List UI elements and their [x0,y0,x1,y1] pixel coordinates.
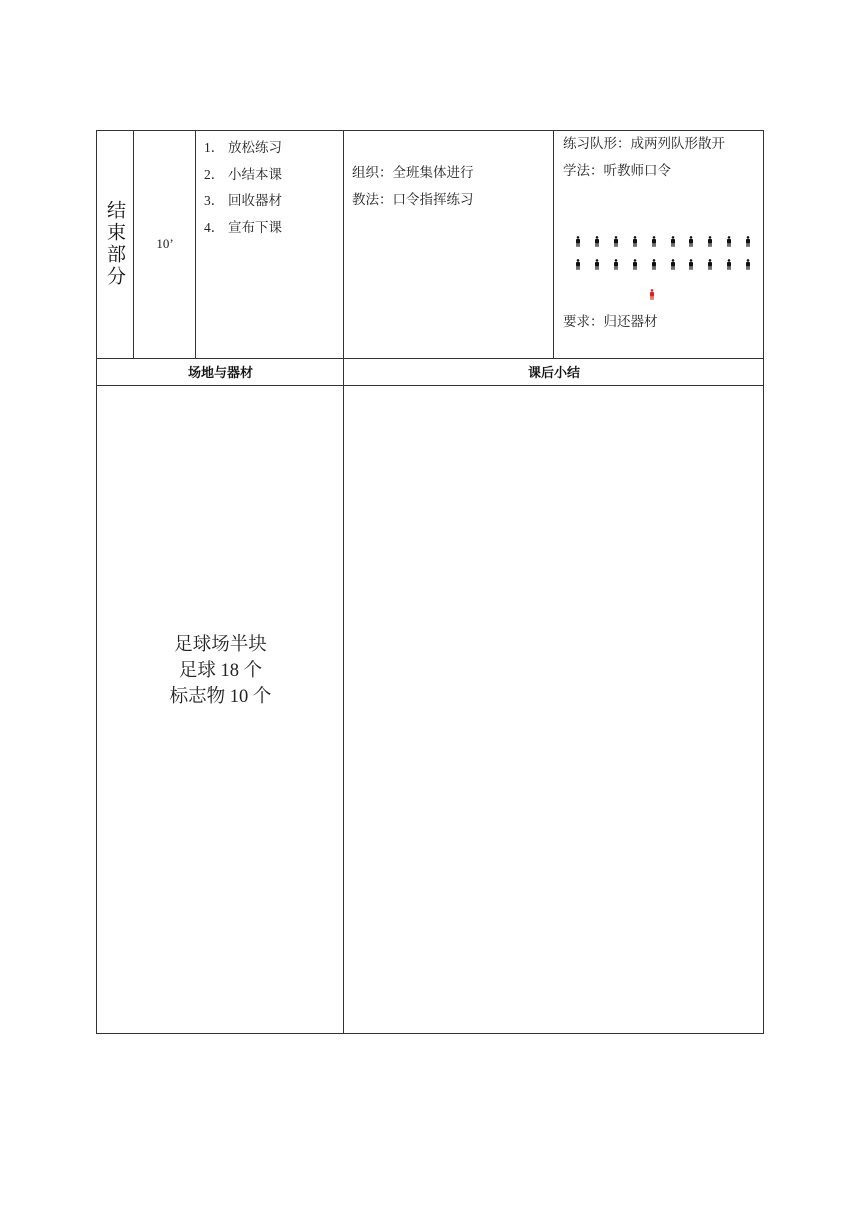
student-icon [726,259,732,270]
summary-header: 课后小结 [527,365,580,380]
summary-area[interactable] [344,386,763,1033]
list-item: 1． 放松练习 [204,140,282,155]
learning-method-line: 学法：听教师口令 [563,162,671,178]
equipment-item: 足球 18 个 [178,661,263,681]
method-line: 教法：口令指挥练习 [352,191,474,207]
student-icon [651,236,657,247]
equipment-item: 足球场半块 [174,635,267,655]
student-icon [745,236,751,247]
student-icon [575,236,581,247]
equipment-item: 标志物 10 个 [169,687,272,707]
teacher-icon [649,289,655,300]
requirement-line: 要求：归还器材 [563,314,658,329]
table-right-border [763,130,764,1034]
duration: 10’ [156,236,174,251]
student-icon [594,236,600,247]
equipment-list [97,632,344,710]
student-icon [688,259,694,270]
student-icon [575,259,581,270]
student-icon [670,259,676,270]
student-icon [594,259,600,270]
formation-line: 练习队形：成两列队形散开 [563,136,725,151]
table-bottom-border [97,1033,764,1034]
list-item: 4． 宣布下课 [204,219,282,235]
student-icon [745,259,751,270]
student-icon [726,236,732,247]
section-title: 结束部分 [104,200,126,288]
formation-cell [554,131,763,184]
student-icon [632,259,638,270]
section-title-cell [97,130,134,358]
student-icon [613,259,619,270]
student-icon [613,236,619,247]
list-item: 2． 小结本课 [204,166,282,182]
time-cell [134,130,196,358]
organization-line: 组织：全班集体进行 [352,165,474,180]
content-list [196,131,344,241]
student-icon [632,236,638,247]
student-icon [688,236,694,247]
list-item: 3． 回收器材 [204,193,282,208]
organization-cell [344,160,554,213]
student-icon [707,236,713,247]
student-icon [707,259,713,270]
student-icon [651,259,657,270]
venue-header: 场地与器材 [187,365,253,380]
student-icon [670,236,676,247]
